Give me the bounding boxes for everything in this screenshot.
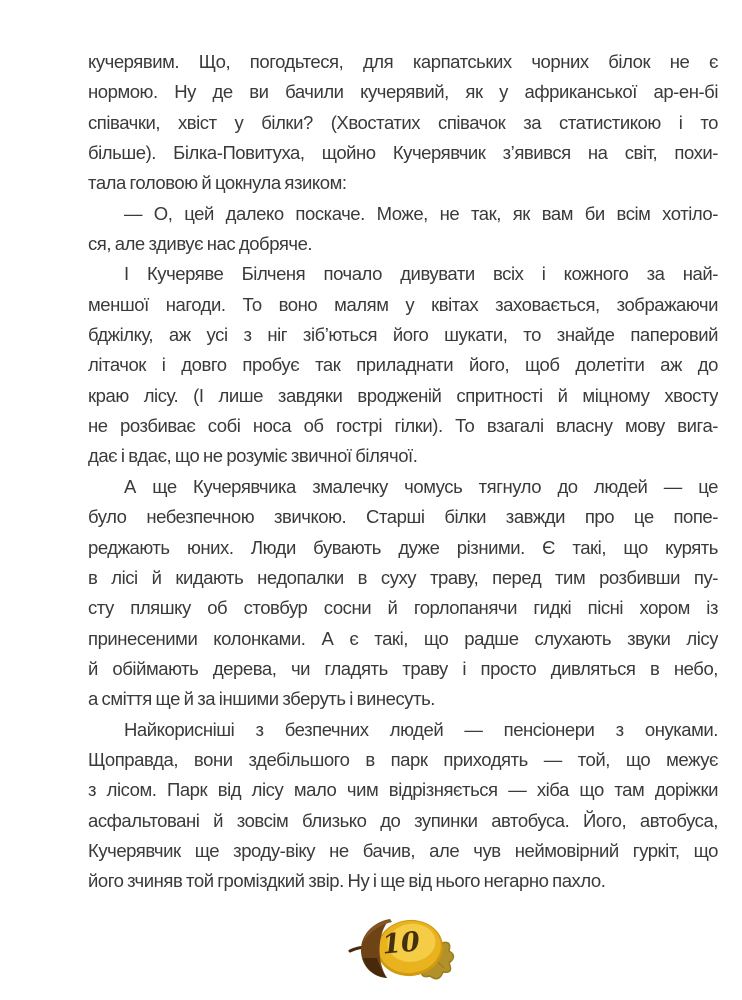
text-line: в лісі й кидають недопалки в суху траву, перед тим розбивши пу- [88, 566, 718, 588]
text-line: літачок і довго пробує так приладнати його, щоб долетіти аж до [88, 354, 718, 376]
story-text [88, 47, 718, 897]
text-line: й обіймають дерева, чи гладять траву і просто дивляться в небо, [88, 657, 718, 679]
text-line: а сміття ще й за іншими зберуть і винесуть. [88, 688, 435, 710]
text-line: нормою. Ну де ви бачили кучерявий, як у африканської ар-ен-бі [88, 81, 718, 103]
text-line: бджілку, аж усі з ніг зіб’ються його шукати, то знайде паперовий [88, 324, 718, 346]
text-line: асфальтовані й зовсім близько до зупинки автобуса. Його, автобуса, [88, 809, 718, 831]
text-line: було небезпечною звичкою. Старші білки завжди про це попе- [88, 506, 718, 528]
text-line: кучерявим. Що, погодьтеся, для карпатських чорних білок не є [88, 51, 718, 72]
text-line: Найкорисніші з безпечних людей — пенсіонери з онуками. [124, 718, 718, 740]
text-line: з лісом. Парк від лісу мало чим відрізняється — хіба що там доріжки [88, 779, 718, 801]
text-line: сту пляшку об стовбур сосни й горлопанячи гидкі пісні хором із [88, 597, 718, 619]
text-line: — О, цей далеко поскаче. Може, не так, як вам би всім хотіло- [124, 202, 718, 224]
text-line: реджають юних. Люди бувають дуже різними. Є такі, що курять [88, 536, 718, 558]
text-line: дає і вдає, що не розуміє звичної білячої. [88, 445, 418, 467]
text-line: не розбиває собі носа об гострі гілки). То взагалі власну мову вига- [88, 415, 718, 437]
text-line: Кучерявчик ще зроду-віку не бачив, але чув неймовірний гуркіт, що [88, 839, 718, 861]
text-line: принесеними колонками. А є такі, що радше слухають звуки лісу [88, 627, 718, 649]
text-line: А ще Кучерявчика змалечку чомусь тягнуло до людей — це [124, 475, 718, 497]
text-line: І Кучеряве Білченя почало дивувати всіх і кожного за най- [124, 263, 718, 285]
text-line: тала головою й цокнула язиком: [88, 172, 347, 194]
text-line: Щоправда, вони здебільшого в парк приходять — той, що межує [88, 748, 718, 770]
text-line: його зчиняв той громіздкий звір. Ну і ще від нього негарно пахло. [88, 870, 606, 892]
text-line: краю лісу. (І лише завдяки вродженій спритності й міцному хвосту [88, 384, 718, 406]
text-line: ся, але здивує нас добряче. [88, 233, 313, 255]
text-line: співачки, хвіст у білки? (Хвостатих співачок за статистикою і то [88, 111, 718, 133]
page-number: 10 [380, 926, 422, 961]
acorn-page-number-badge [346, 914, 456, 992]
text-line: меншої нагоди. То воно малям у квітах заховається, зображаючи [88, 293, 718, 315]
text-line: більше). Білка-Повитуха, щойно Кучерявчик з’явився на світ, похи- [88, 142, 718, 164]
